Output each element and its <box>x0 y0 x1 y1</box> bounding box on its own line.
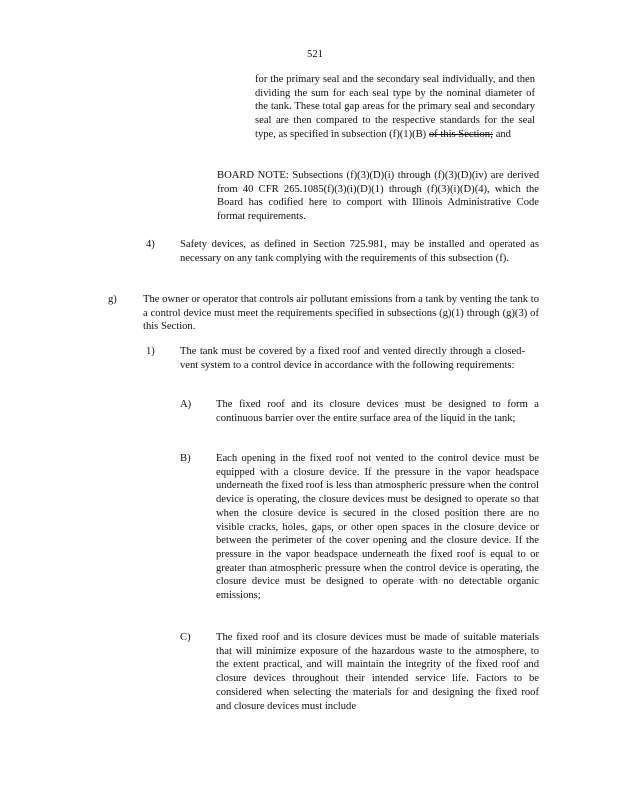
item-4-marker: 4) <box>146 239 155 250</box>
item-C-marker: C) <box>180 632 191 643</box>
struck-text: of this Section; <box>428 128 494 140</box>
item-C-text: The fixed roof and its closure devices must be made of suitable materials that will minimize exposure of the hazardous waste to the atmosphere, to the extent practical, and will maintain the integrity of the fixed roof and closure devices throughout their intended service life. Factors to be considered when selecting the materials for and designing the fixed roof and closure devices must include <box>216 632 539 712</box>
item-4-text: Safety devices, as defined in Section 725.981, may be installed and operated as necessary on any tank complying with the requirements of this subsection (f). <box>180 239 539 264</box>
item-1-marker: 1) <box>146 346 155 357</box>
item-A-marker: A) <box>180 399 192 410</box>
item-A-text: The fixed roof and its closure devices must be designed to form a continuous barrier over the entire surface area of the liquid in the tank; <box>216 399 539 424</box>
carryover-text: for the primary seal and the secondary seal individually, and then dividing the sum for each seal type by the nominal diameter of the tank. These total gap areas for the primary seal and secondary seal are then compared to the respective standards for the seal type, as specified in subsection (f)(1)(B) <box>255 74 535 140</box>
carryover-tail: and <box>495 128 511 140</box>
item-g-text: The owner or operator that controls air pollutant emissions from a tank by venting the tank to a control device must meet the requirements specified in subsections (g)(1) through (g)(3) of this Section. <box>143 294 539 333</box>
page-number: 521 <box>307 49 323 60</box>
item-B-text: Each opening in the fixed roof not vented to the control device must be equipped with a closure device. If the pressure in the vapor headspace underneath the fixed roof is less than atmospheric pressure when the control device is operating, the closure devices must be designed to operate so that when the closure device is secured in the closed position there are no visible cracks, holes, gaps, or other open spaces in the closure device or between the perimeter of the cover opening and the closure device. If the pressure in the vapor headspace underneath the fixed roof is equal to or greater than atmospheric pressure when the control device is operating, the closure device must be designed to operate with no detectable organic emissions; <box>216 453 539 602</box>
carryover-paragraph <box>255 73 535 142</box>
item-B-marker: B) <box>180 453 191 464</box>
item-1-text: The tank must be covered by a fixed roof and vented directly through a closed-vent system to a control device in accordance with the following requirements: <box>180 346 525 371</box>
item-g-marker: g) <box>108 294 117 305</box>
board-note: BOARD NOTE: Subsections (f)(3)(D)(i) through (f)(3)(D)(iv) are derived from 40 CFR 265.1085(f)(3)(i)(D)(1) through (f)(3)(i)(D)(4), which the Board has codified here to comport with Illinois Administrative Code format requirements. <box>217 170 539 223</box>
